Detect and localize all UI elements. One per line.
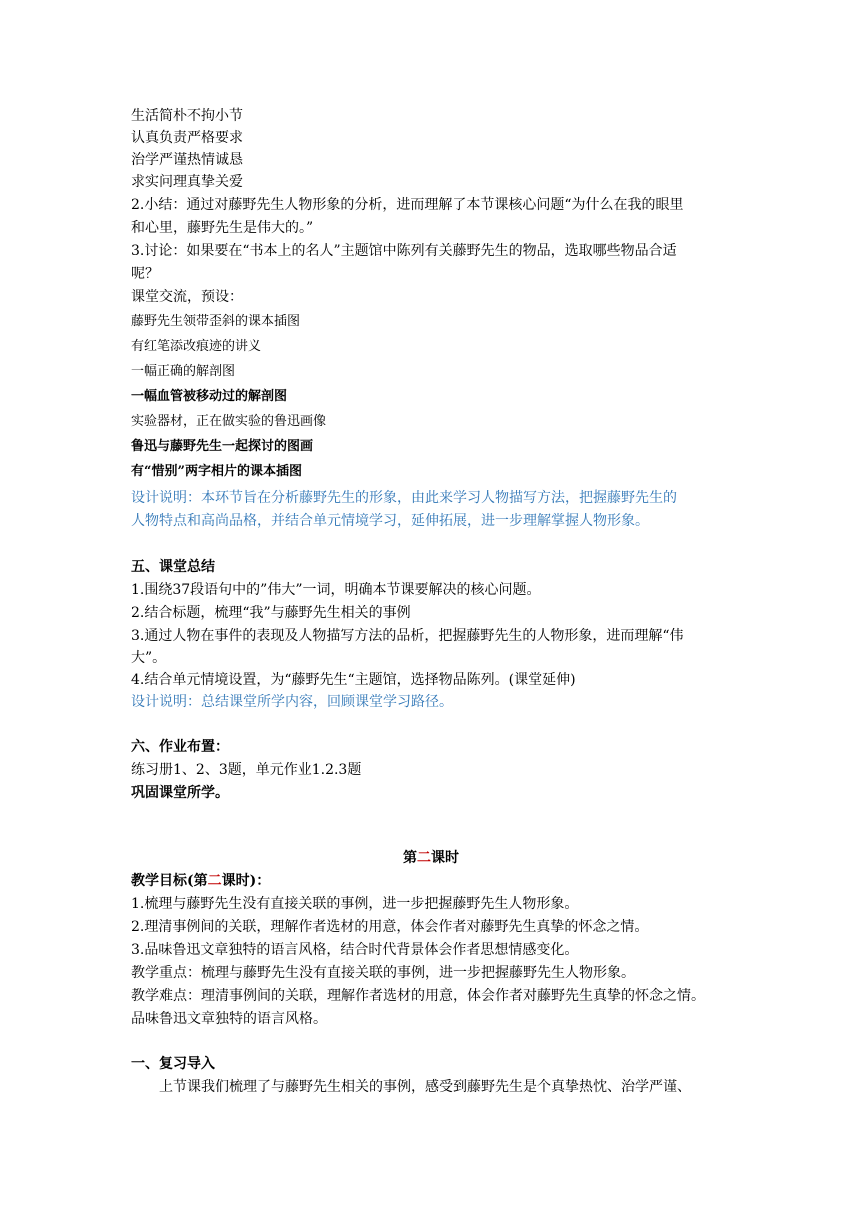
exhibit-item: 有“惜别”两字相片的课本插图 [131, 464, 302, 479]
lesson-title-number: 二 [417, 850, 431, 866]
exhibit-item: 实验器材，正在做实验的鲁迅画像 [131, 414, 327, 429]
goals-heading-text: 教学目标(第 [131, 873, 208, 889]
exhibit-item: 鲁迅与藤野先生一起探讨的图画 [131, 439, 314, 454]
summary-item: 2.结合标题，梳理“我”与藤野先生相关的事例 [131, 605, 411, 621]
trait-line: 求实问理真挚关爱 [131, 174, 243, 190]
summary-line: 2.小结：通过对藤野先生人物形象的分析，进而理解了本节课核心问题“为什么在我的眼里 [131, 197, 684, 213]
difficulty: 品味鲁迅文章独特的语言风格。 [131, 1011, 327, 1027]
lesson-title [131, 848, 731, 868]
exhibit-item: 有红笔添改痕迹的讲义 [131, 339, 262, 354]
exchange-label: 课堂交流，预设： [131, 289, 243, 305]
trait-line: 治学严谨热情诚恳 [131, 152, 243, 168]
section-heading: 五、课堂总结 [131, 559, 215, 575]
summary-item: 4.结合单元情境设置，为“藤野先生“主题馆，选择物品陈列。(课堂延伸) [131, 672, 576, 688]
homework-line: 练习册1、2、3题，单元作业1.2.3题 [131, 762, 362, 778]
difficulty: 教学难点：理清事例间的关联，理解作者选材的用意，体会作者对藤野先生真挚的怀念之情。 [131, 988, 705, 1004]
key-point: 教学重点：梳理与藤野先生没有直接关联的事例，进一步把握藤野先生人物形象。 [131, 965, 635, 981]
trait-line: 生活简朴不拘小节 [131, 108, 243, 124]
section-heading: 一、复习导入 [131, 1056, 215, 1072]
discussion-line: 3.讨论：如果要在“书本上的名人”主题馆中陈列有关藤野先生的物品，选取哪些物品合适 [131, 243, 677, 259]
lesson-title-text: 第 [403, 850, 417, 866]
summary-item: 大”。 [131, 650, 167, 666]
goal-item: 2.理清事例间的关联，理解作者选材的用意，体会作者对藤野先生真挚的怀念之情。 [131, 919, 649, 935]
lesson-title-text: 课时 [431, 850, 459, 866]
design-note: 设计说明：总结课堂所学内容，回顾课堂学习路径。 [131, 694, 453, 710]
goal-item: 1.梳理与藤野先生没有直接关联的事例，进一步把握藤野先生人物形象。 [131, 896, 579, 912]
trait-line: 认真负责严格要求 [131, 130, 243, 146]
goals-heading-number: 二 [207, 873, 222, 889]
homework-line: 巩固课堂所学。 [131, 785, 229, 801]
design-note: 设计说明：本环节旨在分析藤野先生的形象，由此来学习人物描写方法，把握藤野先生的 [131, 490, 677, 506]
design-note: 人物特点和高尚品格，并结合单元情境学习，延伸拓展，进一步理解掌握人物形象。 [131, 513, 649, 529]
goal-item: 3.品味鲁迅文章独特的语言风格，结合时代背景体会作者思想情感变化。 [131, 942, 579, 958]
summary-item: 1.围绕37段语句中的”伟大”一词，明确本节课要解决的核心问题。 [131, 582, 541, 598]
exhibit-item: 藤野先生领带歪斜的课本插图 [131, 314, 301, 329]
exhibit-item: 一幅血管被移动过的解剖图 [131, 389, 288, 404]
section-heading: 六、作业布置： [131, 739, 229, 755]
summary-line: 和心里，藤野先生是伟大的。” [131, 220, 314, 236]
exhibit-item: 一幅正确的解剖图 [131, 364, 236, 379]
summary-item: 3.通过人物在事件的表现及人物描写方法的品析，把握藤野先生的人物形象，进而理解“伟 [131, 628, 684, 644]
discussion-line: 呢？ [131, 266, 159, 282]
goals-heading [131, 871, 270, 891]
paragraph-line: 上节课我们梳理了与藤野先生相关的事例，感受到藤野先生是个真挚热忱、治学严谨、 [159, 1079, 691, 1095]
goals-heading-text: 课时)： [221, 873, 271, 889]
